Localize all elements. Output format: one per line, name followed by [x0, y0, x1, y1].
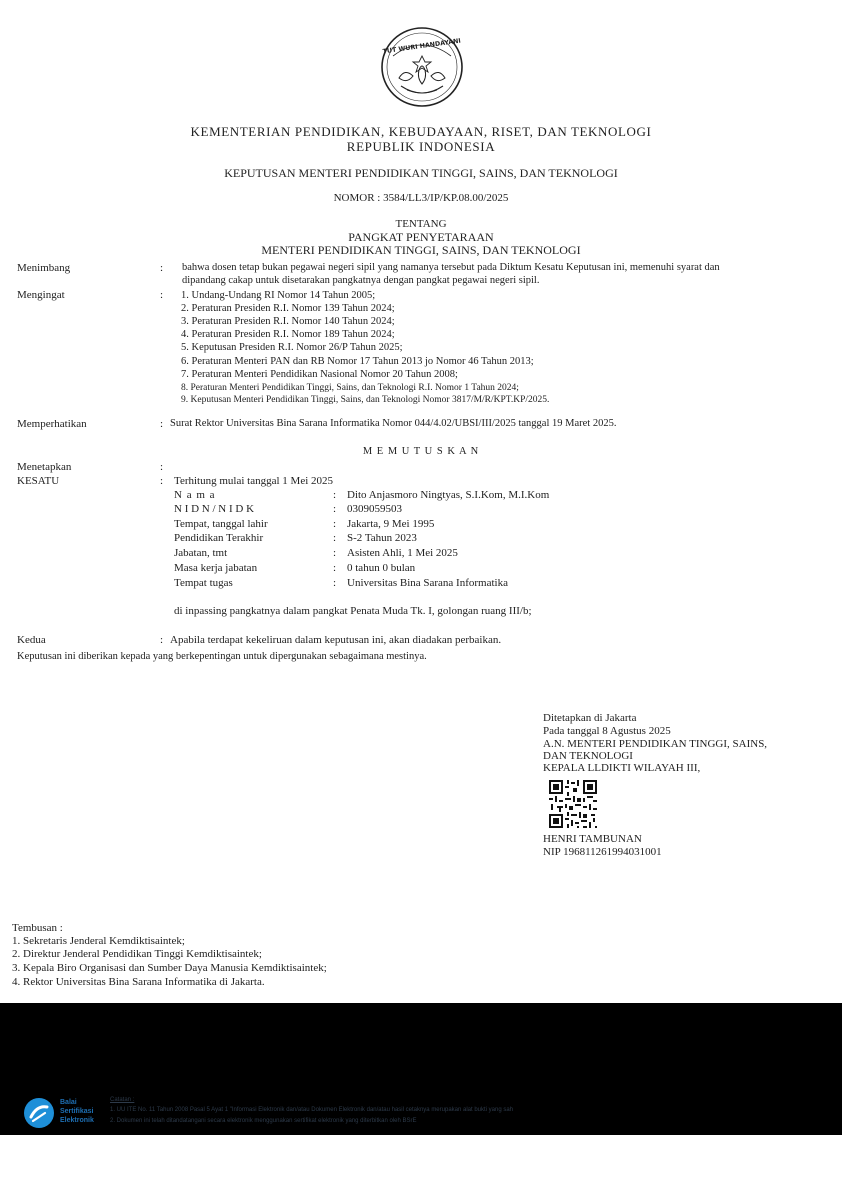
- field-value-position: Asisten Ahli, 1 Mei 2025: [347, 547, 458, 559]
- colon: :: [333, 577, 337, 589]
- bse-logo-text: Balai Sertifikasi Elektronik: [60, 1099, 94, 1124]
- field-label-education: Pendidikan Terakhir: [174, 532, 264, 544]
- field-value-workplace: Universitas Bina Sarana Informatika: [347, 577, 508, 589]
- signatory-nip: NIP 196811261994031001: [543, 846, 662, 858]
- tembusan-label: Tembusan :: [12, 922, 63, 934]
- mengingat-item: 9. Keputusan Menteri Pendidikan Tinggi, Sains, dan Teknologi Nomor 3817/M/R/KPT.KP/2025.: [181, 395, 550, 405]
- mengingat-item: 3. Peraturan Presiden R.I. Nomor 140 Tahun 2024;: [181, 316, 395, 327]
- signatory-name: HENRI TAMBUNAN: [543, 833, 642, 845]
- signature-position: KEPALA LLDIKTI WILAYAH III,: [543, 762, 701, 774]
- colon: :: [160, 634, 164, 646]
- signature-date: Pada tanggal 8 Agustus 2025: [543, 725, 671, 737]
- svg-text:TUT WURI HANDAYANI: TUT WURI HANDAYANI: [382, 37, 462, 56]
- menetapkan-label: Menetapkan: [17, 461, 72, 473]
- qr-code-icon: [547, 778, 599, 830]
- tembusan-item: 4. Rektor Universitas Bina Sarana Informatika di Jakarta.: [12, 976, 265, 988]
- field-value-birth: Jakarta, 9 Mei 1995: [347, 518, 435, 530]
- decision-heading: M E M U T U S K A N: [362, 446, 480, 457]
- footer-note-label: Catatan :: [110, 1097, 135, 1103]
- kedua-label: Kedua: [17, 634, 46, 646]
- colon: :: [160, 289, 164, 301]
- field-label-name: N a m a: [174, 489, 216, 501]
- colon: :: [333, 547, 337, 559]
- mengingat-item: 5. Keputusan Presiden R.I. Nomor 26/P Tahun 2025;: [181, 342, 403, 353]
- colon: :: [160, 475, 164, 487]
- republic-name: REPUBLIK INDONESIA: [346, 139, 496, 154]
- field-label-workplace: Tempat tugas: [174, 577, 233, 589]
- footer-note-1: 1. UU ITE No. 11 Tahun 2008 Pasal 5 Ayat 1 "Informasi Elektronik dan/atau Dokumen Elektronik dan/atau hasil cetaknya merupakan alat bukti yang sah: [110, 1107, 514, 1113]
- mengingat-item: 8. Peraturan Menteri Pendidikan Tinggi, Sains, dan Teknologi R.I. Nomor 1 Tahun 2024;: [181, 383, 519, 393]
- footer-band: [0, 1003, 842, 1135]
- kesatu-label: KESATU: [17, 475, 60, 487]
- kesatu-outcome: di inpassing pangkatnya dalam pangkat Penata Muda Tk. I, golongan ruang III/b;: [174, 605, 532, 617]
- colon: :: [160, 418, 164, 430]
- field-label-birth: Tempat, tanggal lahir: [174, 518, 268, 530]
- tut-wuri-handayani-emblem: [379, 26, 465, 108]
- decree-number: NOMOR : 3584/LL3/IP/KP.08.00/2025: [333, 192, 509, 204]
- menimbang-text-line-2: dipandang cakap untuk disetarakan pangkatnya dengan pangkat pegawai negeri sipil.: [182, 275, 540, 286]
- kesatu-intro: Terhitung mulai tanggal 1 Mei 2025: [174, 475, 334, 487]
- signature-place: Ditetapkan di Jakarta: [543, 712, 637, 724]
- field-label-position: Jabatan, tmt: [174, 547, 228, 559]
- mengingat-item: 7. Peraturan Menteri Pendidikan Nasional Nomor 20 Tahun 2008;: [181, 369, 458, 380]
- field-value-name: Dito Anjasmoro Ningtyas, S.I.Kom, M.I.Kom: [347, 489, 550, 501]
- field-value-nidn: 0309059503: [347, 503, 402, 515]
- tembusan-item: 3. Kepala Biro Organisasi dan Sumber Daya Manusia Kemdiktisaintek;: [12, 962, 327, 974]
- mengingat-item: 6. Peraturan Menteri PAN dan RB Nomor 17 Tahun 2013 jo Nomor 46 Tahun 2013;: [181, 356, 534, 367]
- decree-subject: PANGKAT PENYETARAAN: [348, 230, 494, 244]
- tembusan-item: 2. Direktur Jenderal Pendidikan Tinggi Kemdiktisaintek;: [12, 948, 262, 960]
- field-label-service: Masa kerja jabatan: [174, 562, 258, 574]
- colon: :: [160, 262, 164, 274]
- decree-title: KEPUTUSAN MENTERI PENDIDIKAN TINGGI, SAINS, DAN TEKNOLOGI: [224, 166, 618, 180]
- ministry-name: KEMENTERIAN PENDIDIKAN, KEBUDAYAAN, RISET, DAN TEKNOLOGI: [190, 124, 652, 139]
- closing-statement: Keputusan ini diberikan kepada yang berkepentingan untuk dipergunakan sebagaimana mestinya.: [17, 651, 427, 662]
- colon: :: [333, 518, 337, 530]
- menimbang-label: Menimbang: [17, 262, 71, 274]
- field-value-education: S-2 Tahun 2023: [347, 532, 417, 544]
- mengingat-label: Mengingat: [17, 289, 65, 301]
- field-value-service: 0 tahun 0 bulan: [347, 562, 416, 574]
- memperhatikan-label: Memperhatikan: [17, 418, 87, 430]
- colon: :: [333, 489, 337, 501]
- footer-note-2: 2. Dokumen ini telah ditandatangani secara elektronik menggunakan sertifikat elektronik yang diterbitkan oleh BSrE: [110, 1118, 417, 1124]
- mengingat-item: 2. Peraturan Presiden R.I. Nomor 139 Tahun 2024;: [181, 303, 395, 314]
- colon: :: [333, 532, 337, 544]
- mengingat-item: 1. Undang-Undang RI Nomor 14 Tahun 2005;: [181, 290, 376, 301]
- signature-on-behalf: DAN TEKNOLOGI: [543, 750, 633, 762]
- mengingat-item: 4. Peraturan Presiden R.I. Nomor 189 Tahun 2024;: [181, 329, 395, 340]
- colon: :: [333, 562, 337, 574]
- colon: :: [160, 461, 164, 473]
- kedua-text: Apabila terdapat kekeliruan dalam keputusan ini, akan diadakan perbaikan.: [170, 634, 502, 646]
- bse-logo-icon: [23, 1097, 55, 1129]
- field-label-nidn: N I D N / N I D K: [174, 503, 255, 515]
- tembusan-item: 1. Sekretaris Jenderal Kemdiktisaintek;: [12, 935, 185, 947]
- colon: :: [333, 503, 337, 515]
- about-label: TENTANG: [395, 218, 447, 230]
- decree-issuer: MENTERI PENDIDIKAN TINGGI, SAINS, DAN TEKNOLOGI: [261, 243, 581, 257]
- signature-on-behalf: A.N. MENTERI PENDIDIKAN TINGGI, SAINS,: [543, 738, 768, 750]
- menimbang-text-line-1: bahwa dosen tetap bukan pegawai negeri sipil yang namanya tersebut pada Diktum Kesatu Keputusan ini, memenuhi syarat dan: [182, 262, 720, 273]
- memperhatikan-text: Surat Rektor Universitas Bina Sarana Informatika Nomor 044/4.02/UBSI/III/2025 tanggal 19 Maret 2025.: [170, 418, 617, 429]
